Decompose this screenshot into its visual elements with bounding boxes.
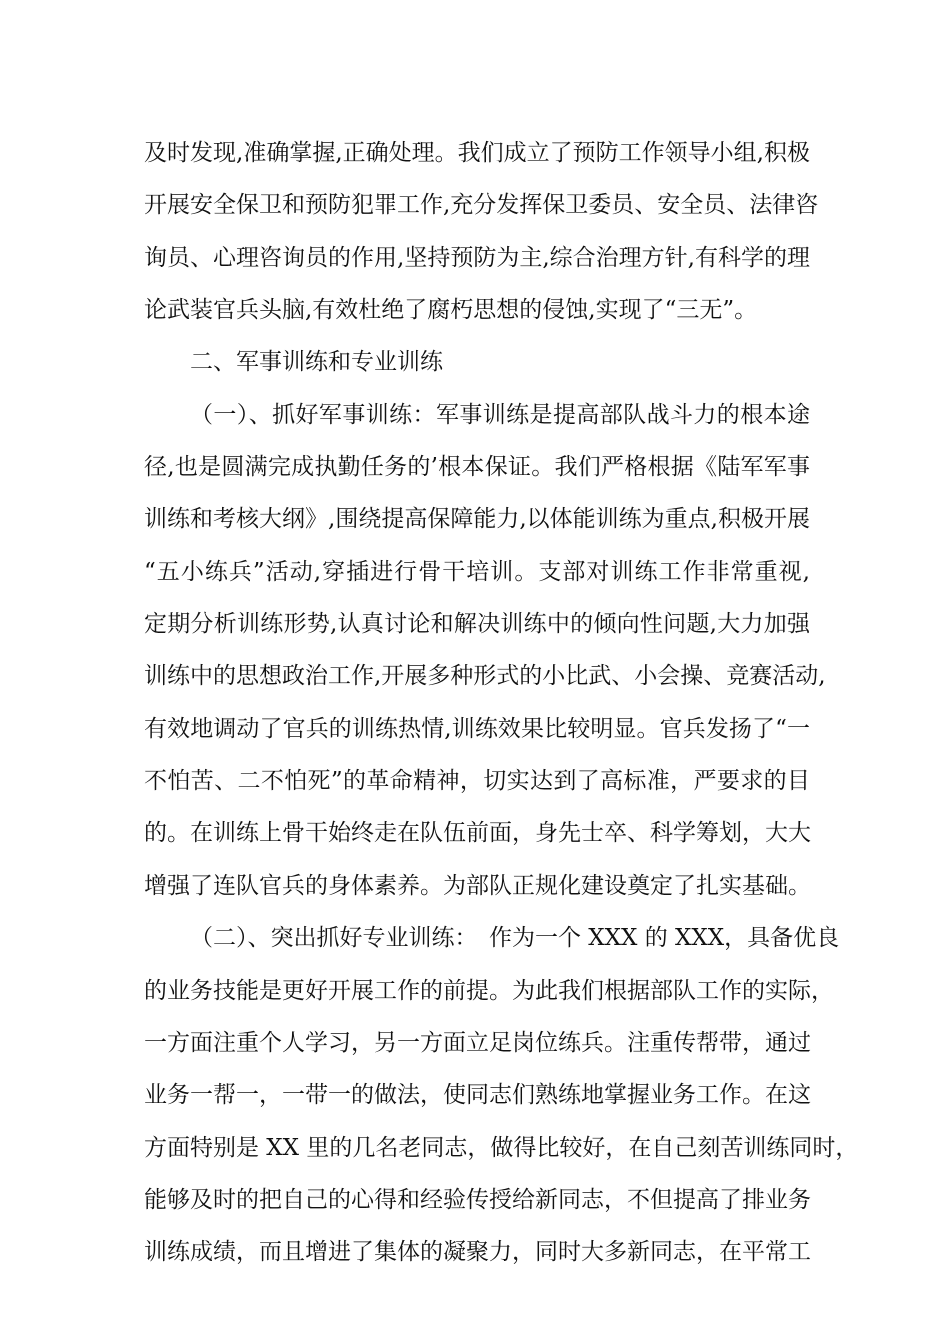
text-line: 的业务技能是更好开展工作的前提。为此我们根据部队工作的实际， — [144, 977, 834, 1004]
text-line: 询员、心理咨询员的作用,坚持预防为主,综合治理方针,有科学的理 — [144, 244, 810, 271]
text-line: “五小练兵”活动,穿插进行骨干培训。支部对训练工作非常重视, — [144, 558, 810, 585]
document-body — [144, 131, 859, 1283]
text-line: 的。在训练上骨干始终走在队伍前面，身先士卒、科学筹划，大大 — [144, 820, 811, 847]
text-line: 径,也是圆满完成执勤任务的’根本保证。我们严格根据《陆军军事 — [144, 454, 810, 481]
text-line: 一方面注重个人学习，另一方面立足岗位练兵。注重传帮带，通过 — [144, 1029, 811, 1056]
text-line: 训练成绩，而且增进了集体的凝聚力，同时大多新同志，在平常工 — [144, 1239, 811, 1266]
text-line: 训练中的思想政治工作,开展多种形式的小比武、小会操、竞赛活动, — [144, 663, 826, 690]
text-line: （一）、抓好军事训练：军事训练是提高部队战斗力的根本途 — [190, 401, 810, 428]
text-line: （二）、突出抓好专业训练： 作为一个 XXX 的 XXX，具备优良 — [190, 925, 840, 952]
text-line: 论武装官兵头脑,有效杜绝了腐朽思想的侵蚀,实现了“三无”。 — [144, 297, 758, 324]
text-line: 不怕苦、二不怕死”的革命精神，切实达到了高标准，严要求的目 — [144, 768, 810, 795]
text-line: 方面特别是 XX 里的几名老同志，做得比较好，在自己刻苦训练同时， — [144, 1134, 859, 1161]
text-line: 训练和考核大纲》,围绕提高保障能力,以体能训练为重点,积极开展 — [144, 506, 810, 533]
text-line: 能够及时的把自己的心得和经验传授给新同志，不但提高了排业务 — [144, 1186, 811, 1213]
text-line: 定期分析训练形势,认真讨论和解决训练中的倾向性问题,大力加强 — [144, 611, 810, 638]
text-line: 业务一帮一，一带一的做法，使同志们熟练地掌握业务工作。在这 — [144, 1082, 811, 1109]
text-line: 二、军事训练和专业训练 — [190, 349, 443, 376]
text-line: 开展安全保卫和预防犯罪工作,充分发挥保卫委员、安全员、法律咨 — [144, 192, 819, 219]
text-line: 有效地调动了官兵的训练热情,训练效果比较明显。官兵发扬了“一 — [144, 715, 810, 742]
text-line: 增强了连队官兵的身体素养。为部队正规化建设奠定了扎实基础。 — [144, 872, 811, 899]
text-line: 及时发现,准确掌握,正确处理。我们成立了预防工作领导小组,积极 — [144, 140, 810, 166]
